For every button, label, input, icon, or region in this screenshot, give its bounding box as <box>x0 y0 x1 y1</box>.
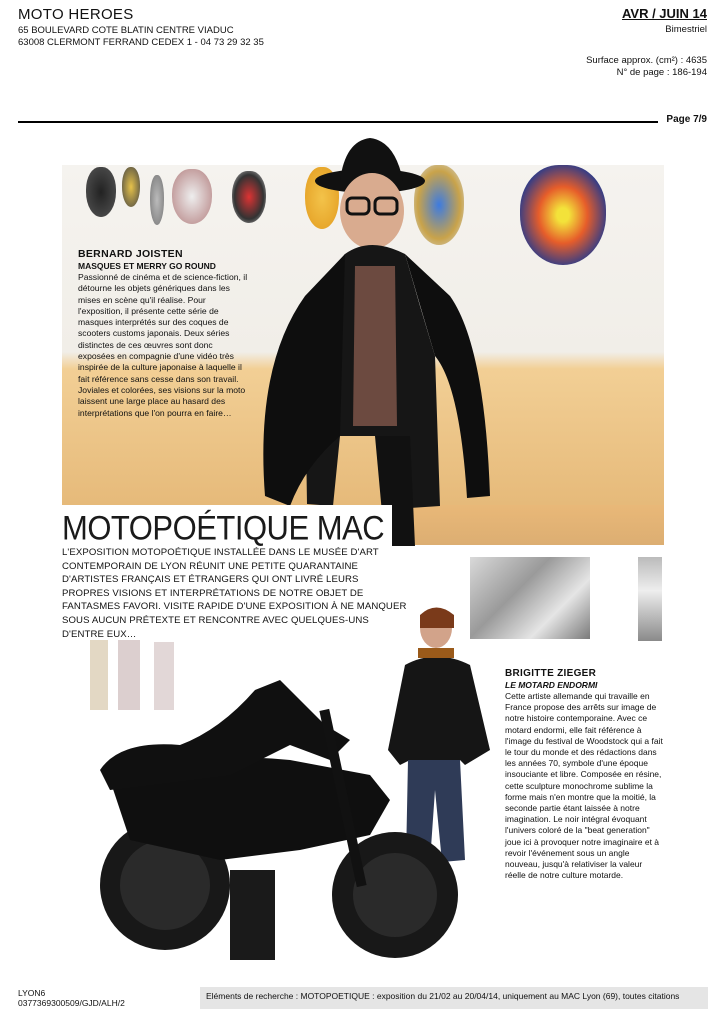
artwork-title: LE MOTARD ENDORMI <box>505 680 598 690</box>
page-indicator: Page 7/9 <box>666 114 707 125</box>
article-intro: L'EXPOSITION MOTOPOÉTIQUE INSTALLÉE DANS LE MUSÉE D'ART CONTEMPORAIN DE LYON RÉUNIT UNE PETITE QUARANTAINE D'ARTISTES FRANÇAIS ET ÉTRANGERS QUI ONT LIVRÉ LEURS PROPRES VISIONS ET INTERPRÉTATIONS DE NOTRE OBJET DE FANTASMES FAVORI. VISITE RAPIDE D'UNE EXPOSITION À NE MANQUER SOUS AUCUN PRÉTEXTE ET RENCONTRE AVEC QUELQUES-UNS D'ENTRE EUX… <box>62 547 407 640</box>
mask-sculpture <box>172 169 212 224</box>
artist-description: Passionné de cinéma et de science-fiction, il détourne les objets génériques dans les mises en scène qu'il réalise. Pour l'exposition, il présente cette série de masques interprétés sur des coques de scooters customs japonais. Deux séries distinctes de ces œuvres sont donc exposées en compagnie d'une vidéo très inspirée de la culture japonaise à laquelle il fait référence sans cesse dans son travail. Joviales et colorées, ses visions sur la moto laissent une large place au hasard des interprétations que l'on pourra en faire… <box>78 272 248 418</box>
artist-name: BRIGITTE ZIEGER <box>505 668 597 679</box>
search-elements-bar: Eléments de recherche : MOTOPOETIQUE : exposition du 21/02 au 20/04/14, uniquement au MAC Lyon (69), toutes citations <box>200 987 708 1009</box>
mask-sculpture <box>122 167 140 207</box>
artist-bernard-joisten <box>78 248 248 419</box>
artist-name: BERNARD JOISTEN <box>78 248 183 260</box>
motard-endormi-sculpture-photo <box>70 600 490 975</box>
mask-sculpture <box>520 165 606 265</box>
publication-address-line1: 65 BOULEVARD COTE BLATIN CENTRE VIADUC <box>18 25 234 36</box>
bernard-joisten-photo <box>245 136 495 546</box>
surface-info: Surface approx. (cm²) : 4635 <box>586 55 707 66</box>
publication-address-line2: 63008 CLERMONT FERRAND CEDEX 1 - 04 73 29 32 35 <box>18 37 264 48</box>
publication-header <box>18 6 264 49</box>
footer-code-2: 0377369300509/GJD/ALH/2 <box>18 998 125 1008</box>
mask-sculpture <box>150 175 164 225</box>
header-rule <box>18 121 658 123</box>
article-headline: MOTOPOÉTIQUE MAC <box>62 508 385 548</box>
footer-codes <box>18 988 125 1008</box>
footer-code-1: LYON6 <box>18 988 46 998</box>
artwork-title: MASQUES ET MERRY GO ROUND <box>78 261 216 271</box>
mask-sculpture <box>86 167 116 217</box>
issue-frequency: Bimestriel <box>665 24 707 35</box>
exhibition-photo-edge <box>638 557 662 641</box>
publication-title: MOTO HEROES <box>18 6 134 23</box>
issue-date: AVR / JUIN 14 <box>621 6 707 21</box>
issue-info <box>622 6 707 35</box>
page-meta <box>586 55 707 79</box>
artist-brigitte-zieger <box>505 668 665 881</box>
artist-description: Cette artiste allemande qui travaille en France propose des arrêts sur image de notre histoire contemporaine. Avec ce motard endormi, elle fait référence à l'image du festival de Woodstock qui a fait le tour du monde et des rédactions dans les années 70, symbole d'une époque insouciante et libre. Composée en résine, cette sculpture monochrome sublime la forme mais n'en montre que la moitié, la seconde partie étant laissée à notre imagination. Le noir intégral évoquant l'univers coloré de la "beat generation" joue ici à provoquer notre imaginaire et à revoir l'événement sous un angle nouveau, jusqu'à relativiser la valeur réelle de notre culture motarde. <box>505 691 663 881</box>
page-range-info: N° de page : 186-194 <box>616 67 707 78</box>
